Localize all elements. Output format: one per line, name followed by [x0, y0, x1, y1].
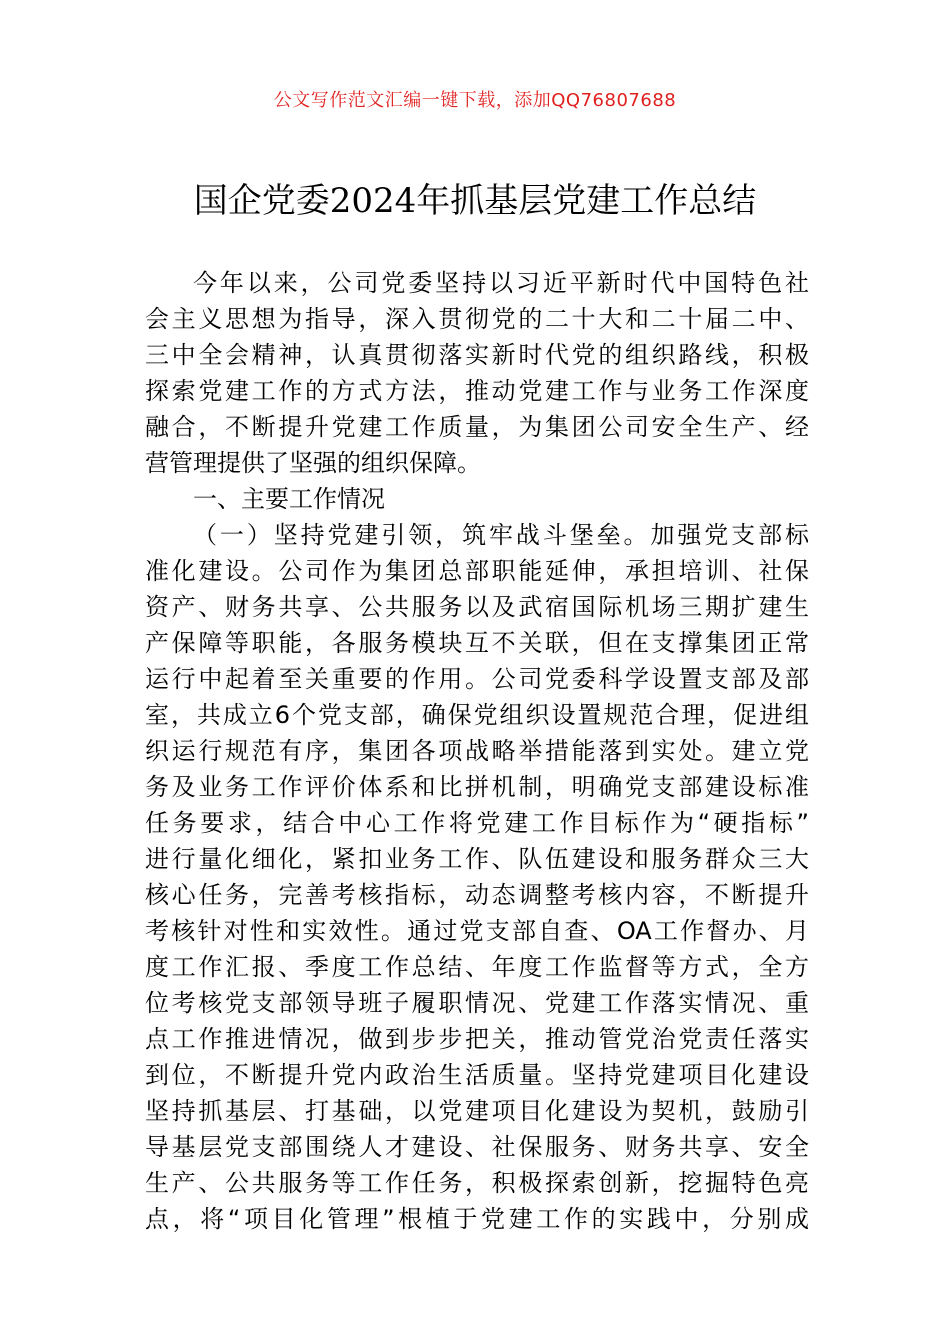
body-line: 一、主要工作情况	[193, 485, 385, 513]
body-line: 融合，不断提升党建工作质量，为集团公司安全生产、经	[145, 413, 809, 441]
body-line: 进行量化细化，紧扣业务工作、队伍建设和服务群众三大	[145, 845, 809, 873]
body-line: 到位，不断提升党内政治生活质量。坚持党建项目化建设	[145, 1061, 809, 1089]
body-line: 三中全会精神，认真贯彻落实新时代党的组织路线，积极	[145, 341, 809, 369]
body-line: 考核针对性和实效性。通过党支部自查、OA工作督办、月	[145, 917, 809, 945]
body-line: 核心任务，完善考核指标，动态调整考核内容，不断提升	[145, 881, 809, 909]
body-line: 运行中起着至关重要的作用。公司党委科学设置支部及部	[145, 665, 809, 693]
document-title: 国企党委2024年抓基层党建工作总结	[193, 181, 757, 221]
body-line: 营管理提供了坚强的组织保障。	[145, 449, 481, 477]
body-line: 会主义思想为指导，深入贯彻党的二十大和二十届二中、	[145, 305, 809, 333]
body-line: 导基层党支部围绕人才建设、社保服务、财务共享、安全	[145, 1133, 809, 1161]
download-note: 公文写作范文汇编一键下载，添加QQ76807688	[273, 90, 677, 111]
document-body	[145, 265, 809, 1237]
body-line: 准化建设。公司作为集团总部职能延伸，承担培训、社保	[145, 557, 809, 585]
body-line: 点，将“项目化管理”根植于党建工作的实践中，分别成	[145, 1205, 809, 1233]
body-line: 资产、财务共享、公共服务以及武宿国际机场三期扩建生	[145, 593, 809, 621]
body-line: 生产、公共服务等工作任务，积极探索创新，挖掘特色亮	[145, 1169, 809, 1197]
body-line: 度工作汇报、季度工作总结、年度工作监督等方式，全方	[145, 953, 809, 981]
body-line: （一）坚持党建引领，筑牢战斗堡垒。加强党支部标	[193, 521, 809, 549]
body-line: 点工作推进情况，做到步步把关，推动管党治党责任落实	[145, 1025, 809, 1053]
body-line: 产保障等职能，各服务模块互不关联，但在支撑集团正常	[145, 629, 809, 657]
body-line: 坚持抓基层、打基础，以党建项目化建设为契机，鼓励引	[145, 1097, 809, 1125]
body-line: 位考核党支部领导班子履职情况、党建工作落实情况、重	[145, 989, 809, 1017]
body-line: 任务要求，结合中心工作将党建工作目标作为“硬指标”	[145, 809, 809, 837]
body-line: 探索党建工作的方式方法，推动党建工作与业务工作深度	[145, 377, 809, 405]
body-line: 室，共成立6个党支部，确保党组织设置规范合理，促进组	[145, 701, 809, 729]
body-line: 织运行规范有序，集团各项战略举措能落到实处。建立党	[145, 737, 809, 765]
body-line: 今年以来，公司党委坚持以习近平新时代中国特色社	[193, 269, 809, 297]
body-line: 务及业务工作评价体系和比拼机制，明确党支部建设标准	[145, 773, 809, 801]
